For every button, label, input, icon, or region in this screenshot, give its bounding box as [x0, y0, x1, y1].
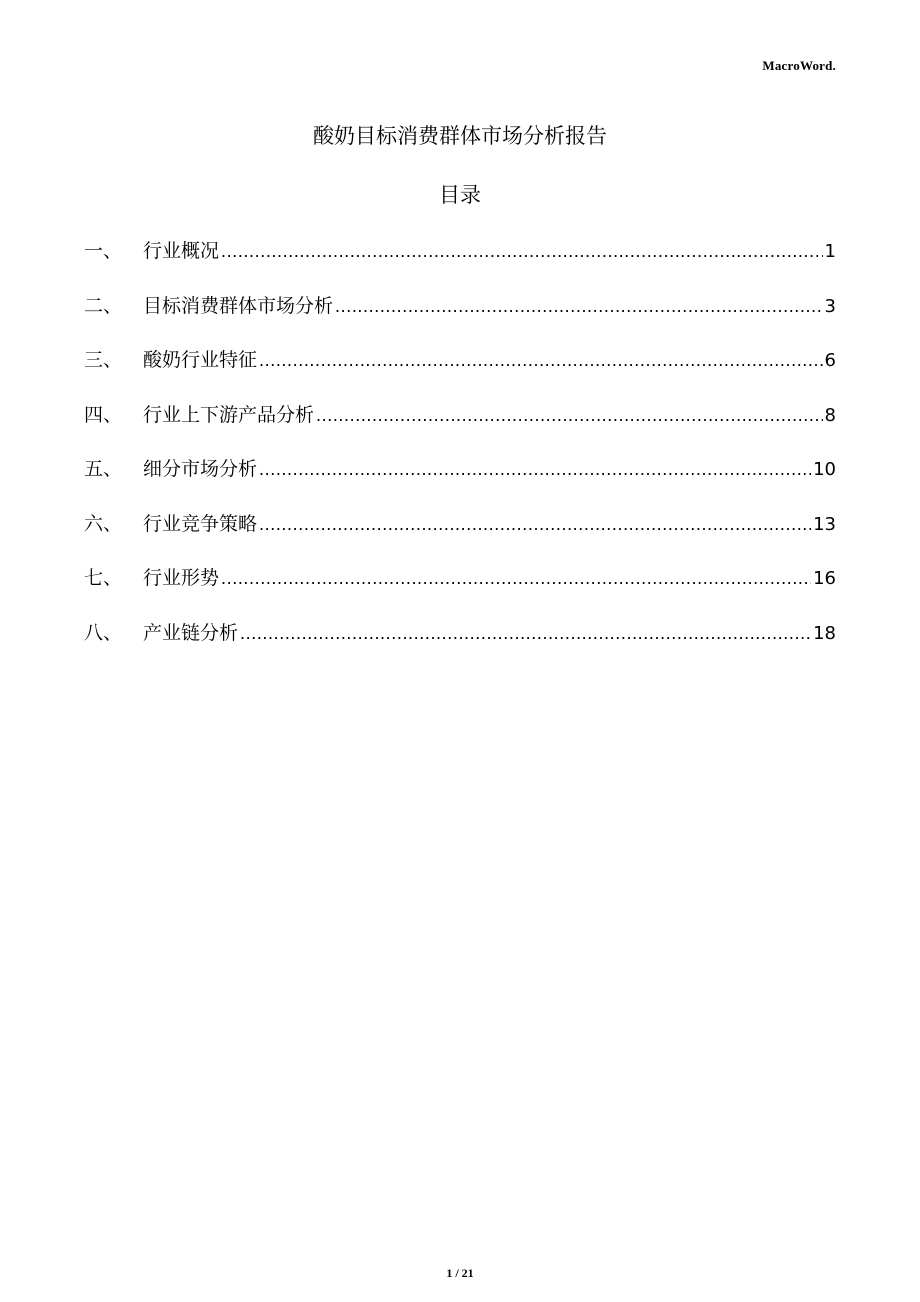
toc-entry-2[interactable]	[84, 290, 836, 345]
page-number-indicator: 1 / 21	[446, 1266, 474, 1280]
toc-entry-page: 10	[813, 459, 836, 480]
toc-dot-leader	[316, 399, 823, 431]
toc-entry-3[interactable]	[84, 344, 836, 399]
toc-entry-8[interactable]	[84, 617, 836, 672]
toc-entry-title: 目标消费群体市场分析	[143, 294, 334, 317]
document-title: 酸奶目标消费群体市场分析报告	[313, 124, 607, 148]
toc-entry-7[interactable]	[84, 562, 836, 617]
toc-entry-title: 酸奶行业特征	[143, 349, 258, 371]
toc-dot-leader	[221, 235, 823, 267]
toc-entry-title: 行业形势	[143, 567, 220, 589]
toc-entry-title: 行业概况	[143, 240, 220, 262]
toc-dot-leader	[221, 562, 811, 594]
toc-entry-title: 产业链分析	[143, 621, 239, 644]
toc-entry-title: 行业上下游产品分析	[143, 403, 315, 426]
table-of-contents	[84, 235, 836, 671]
toc-dot-leader	[259, 344, 823, 376]
toc-dot-leader	[259, 453, 811, 485]
toc-entry-number: 四、	[84, 403, 123, 426]
toc-entry-5[interactable]	[84, 453, 836, 508]
toc-heading: 目录	[439, 183, 481, 207]
toc-entry-page: 3	[824, 295, 836, 317]
toc-entry-number: 六、	[84, 512, 123, 535]
toc-entry-6[interactable]	[84, 508, 836, 563]
toc-entry-number: 三、	[84, 349, 123, 371]
toc-dot-leader	[259, 508, 811, 540]
toc-entry-number: 八、	[84, 621, 123, 644]
toc-entry-4[interactable]	[84, 399, 836, 454]
toc-dot-leader	[335, 290, 823, 322]
toc-entry-page: 1	[824, 241, 836, 262]
toc-entry-1[interactable]	[84, 235, 836, 290]
brand-label: MacroWord.	[762, 58, 836, 73]
toc-entry-page: 13	[813, 513, 836, 535]
toc-entry-page: 18	[813, 622, 836, 644]
toc-entry-number: 五、	[84, 458, 123, 480]
toc-entry-number: 七、	[84, 567, 123, 589]
toc-entry-page: 16	[813, 568, 836, 589]
toc-entry-title: 行业竞争策略	[143, 512, 258, 535]
toc-dot-leader	[240, 617, 811, 649]
toc-entry-title: 细分市场分析	[143, 458, 258, 480]
toc-entry-page: 6	[824, 350, 836, 371]
toc-entry-number: 二、	[84, 294, 123, 317]
toc-entry-page: 8	[824, 404, 836, 426]
toc-entry-number: 一、	[84, 240, 123, 262]
